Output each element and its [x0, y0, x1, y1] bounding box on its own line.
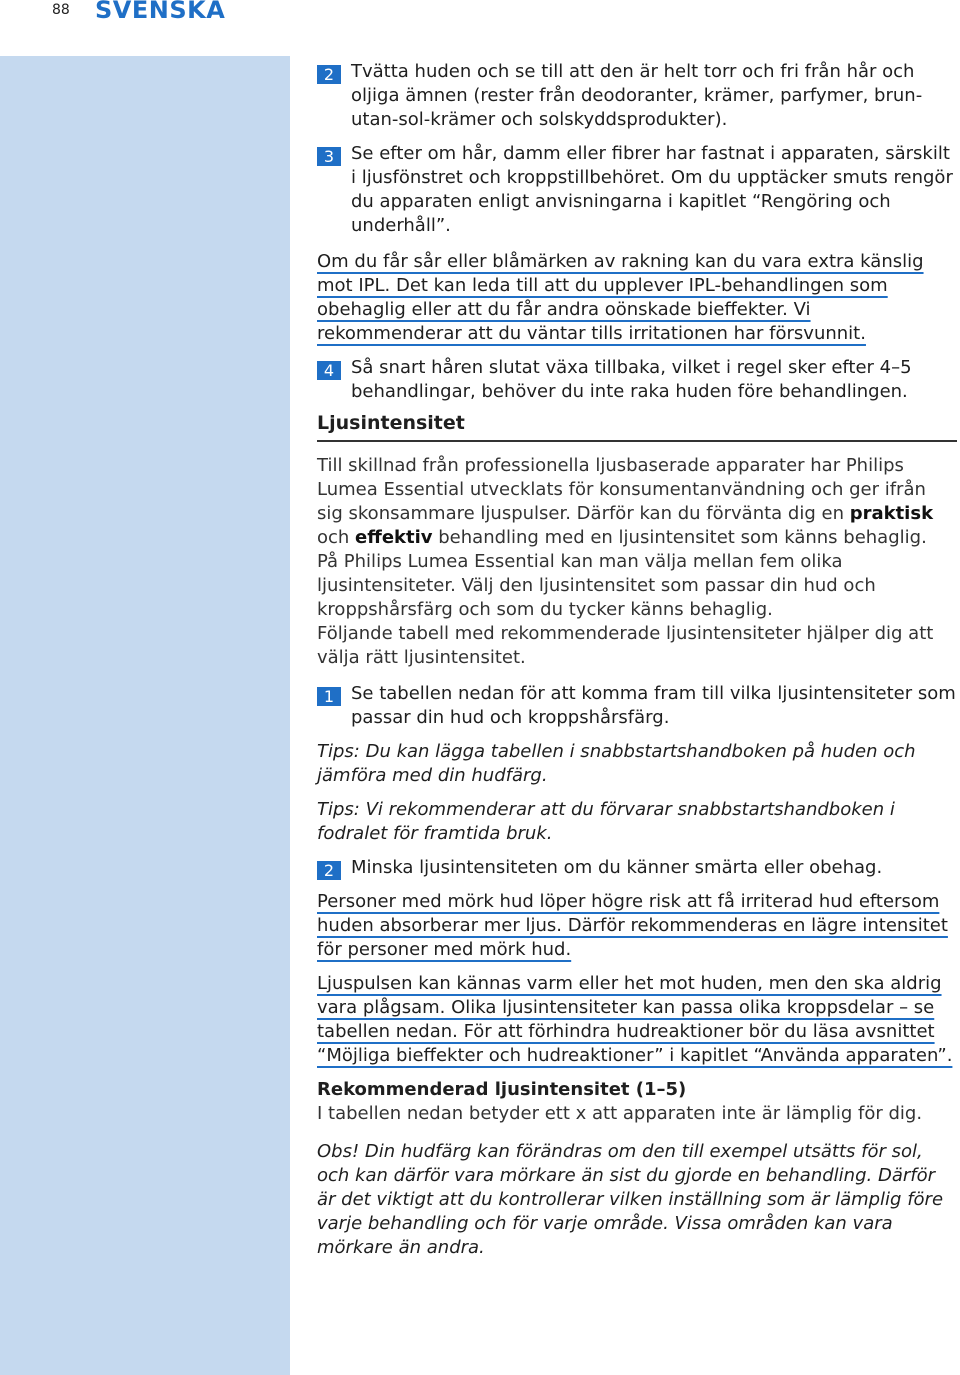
recommended-heading: Rekommenderad ljusintensitet (1–5) [317, 1079, 687, 1100]
page-header [0, 0, 960, 56]
warning-text: Personer med mörk hud löper högre risk att få irriterad hud eftersom huden absorberar mer ljus. Därför rekommenderas en lägre intensitet för personer med mörk hud. [317, 891, 948, 960]
paragraph-table: Följande tabell med rekommenderade ljusintensiteter hjälper dig att välja rätt ljusintensitet. [317, 623, 934, 668]
section-heading: Ljusintensitet [317, 412, 465, 434]
text-run: Till skillnad från professionella ljusbaserade apparater har Philips Lumea Essential utvecklats för konsumentanvändning och ger ifrån sig skonsammare ljuspulser. Därför kan du förvänta dig en [317, 455, 926, 524]
page-number: 88 [52, 2, 70, 18]
step-number-badge: 2 [317, 861, 341, 880]
step-3-check [317, 142, 957, 238]
note-obs: Obs! Din hudfärg kan förändras om den till exempel utsätts för sol, och kan därför vara mörkare än sist du gjorde en behandling. Därför är det viktigt att du kontrollerar vilken inställning som är lämplig före varje behandling och för varje område. Vissa områden kan vara mörkare än andra. [317, 1141, 944, 1258]
step-text: Se efter om hår, damm eller fibrer har fastnat i apparaten, särskilt i ljusfönstret och kroppstillbehöret. Om du upptäcker smuts rengör du apparaten enligt anvisningarna i kapitlet “Rengöring och underhåll”. [351, 143, 953, 236]
heading-rule [317, 440, 957, 442]
step-text: Tvätta huden och se till att den är helt torr och fri från hår och oljiga ämnen (rester från deodoranter, krämer, parfymer, brun-utan-sol-krämer och solskyddsprodukter). [351, 61, 923, 130]
paragraph-intro [317, 454, 957, 550]
step-text: Minska ljusintensiteten om du känner smärta eller obehag. [351, 857, 883, 878]
recommended-text: I tabellen nedan betyder ett x att apparaten inte är lämplig för dig. [317, 1103, 923, 1124]
language-title: SVENSKA [95, 0, 226, 24]
step-text: Så snart håren slutat växa tillbaka, vilket i regel sker efter 4–5 behandlingar, behöver du inte raka huden före behandlingen. [351, 357, 912, 402]
warning-text: Om du får sår eller blåmärken av rakning kan du vara extra känslig mot IPL. Det kan leda till att du upplever IPL-behandlingen som obehaglig eller att du får andra oönskade bieffekter. Vi rekommenderar att du väntar tills irritationen har försvunnit. [317, 251, 924, 344]
warning-shaving [317, 250, 957, 346]
step-number-badge: 2 [317, 65, 341, 84]
paragraph-intensities: På Philips Lumea Essential kan man välja mellan fem olika ljusintensiteter. Välj den ljusintensitet som passar din hud och kroppshårsfärg och som du tycker känns behaglig. [317, 551, 876, 620]
warning-light-pulse [317, 972, 957, 1068]
main-content [317, 56, 957, 1270]
warning-dark-skin [317, 890, 957, 962]
step-2-wash [317, 60, 957, 132]
step-number-badge: 4 [317, 361, 341, 380]
tip-1: Tips: Du kan lägga tabellen i snabbstartshandboken på huden och jämföra med din hudfärg. [317, 741, 916, 786]
text-run: och [317, 527, 356, 548]
section-body [317, 454, 957, 670]
step-1-see-table [317, 682, 957, 730]
step-2-reduce [317, 856, 957, 880]
step-text: Se tabellen nedan för att komma fram till vilka ljusintensiteter som passar din hud och kroppshårsfärg. [351, 683, 956, 728]
tip-2: Tips: Vi rekommenderar att du förvarar snabbstartshandboken i fodralet för framtida bruk. [317, 799, 895, 844]
sidebar-band [0, 56, 290, 1375]
text-run: behandling med en ljusintensitet som känns behaglig. [432, 527, 927, 548]
bold-effektiv: effektiv [355, 527, 433, 548]
warning-text: Ljuspulsen kan kännas varm eller het mot huden, men den ska aldrig vara plågsam. Olika ljusintensiteter kan passa olika kroppsdelar – se tabellen nedan. För att förhindra hudreaktioner bör du läsa avsnittet “Möjliga bieffekter och hudreaktioner” i kapitlet “Använda apparaten”. [317, 973, 953, 1066]
step-4-stop-shaving [317, 356, 957, 404]
step-number-badge: 3 [317, 147, 341, 166]
bold-praktisk: praktisk [849, 503, 934, 524]
step-number-badge: 1 [317, 687, 341, 706]
